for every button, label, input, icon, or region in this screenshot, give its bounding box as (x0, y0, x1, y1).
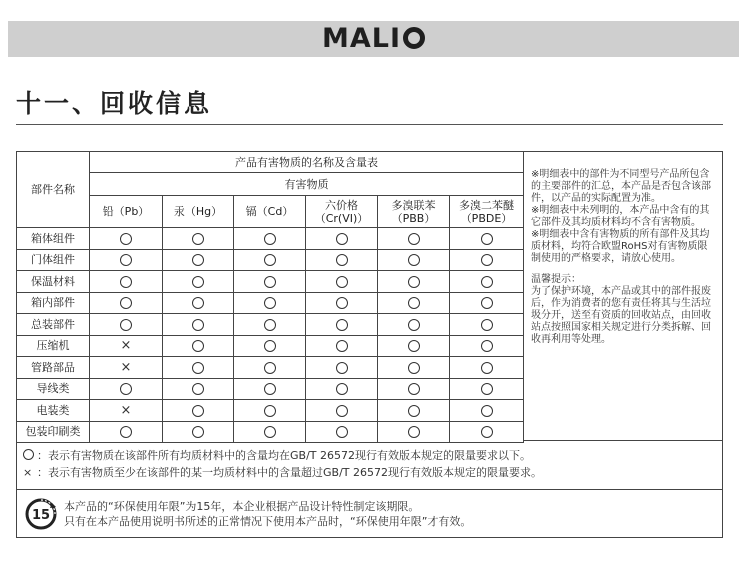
circle-mark-icon (481, 383, 493, 395)
circle-mark-icon (192, 254, 204, 266)
circle-mark-icon (408, 383, 420, 395)
part-name-cell: 箱体组件 (17, 228, 90, 250)
circle-mark-icon (336, 426, 348, 438)
circle-mark-icon (120, 426, 132, 438)
substance-mark-cell (234, 228, 306, 250)
circle-mark-icon (192, 362, 204, 374)
substance-mark-cell (378, 421, 450, 443)
table-row (17, 378, 524, 400)
circle-mark-icon (336, 319, 348, 331)
substance-mark-cell (450, 357, 524, 379)
circle-mark-icon (192, 233, 204, 245)
legend (16, 441, 723, 490)
substance-mark-cell (450, 292, 524, 314)
substance-mark-cell (450, 400, 524, 422)
substance-mark-cell (90, 400, 163, 422)
substance-mark-cell (163, 292, 234, 314)
circle-mark-icon (264, 340, 276, 352)
circle-mark-icon (120, 383, 132, 395)
epup-text (64, 499, 471, 529)
environmental-period-section (16, 490, 723, 538)
column-header-line: 汞（Hg） (173, 205, 223, 218)
table-row (17, 249, 524, 271)
substance-mark-cell (90, 335, 163, 357)
table-row (17, 421, 524, 443)
note-item: ※明细表中含有害物质的所有部件及其均质材料，均符合欧盟RoHS对有害物质限制使用的严格要求，请放心使用。 (531, 229, 710, 264)
substance-column-header (450, 196, 524, 228)
circle-mark-icon (192, 383, 204, 395)
circle-mark-icon (264, 319, 276, 331)
epup-line-1: 本产品的“环保使用年限”为15年，本企业根据产品设计特性制定该期限。 (64, 500, 420, 513)
part-name-cell: 电装类 (17, 400, 90, 422)
legend-circle-sep: ： (37, 449, 48, 462)
circle-mark-icon (408, 276, 420, 288)
notes-panel (523, 151, 723, 441)
circle-mark-icon (408, 319, 420, 331)
part-name-cell: 保温材料 (17, 271, 90, 293)
circle-mark-icon (192, 297, 204, 309)
circle-mark-icon (336, 254, 348, 266)
circle-mark-icon (408, 426, 420, 438)
column-header-line: （PBDE） (460, 211, 513, 225)
substance-mark-cell (378, 378, 450, 400)
substance-mark-cell (90, 292, 163, 314)
substance-mark-cell (163, 228, 234, 250)
substance-mark-cell (378, 314, 450, 336)
circle-mark-icon (336, 383, 348, 395)
cross-mark-icon: × (120, 338, 132, 354)
substance-mark-cell (306, 228, 378, 250)
table-body (17, 228, 524, 443)
substance-mark-cell (234, 400, 306, 422)
substance-column-header (234, 196, 306, 228)
hazard-substance-table (16, 151, 524, 443)
column-header-line: 铅（Pb） (102, 205, 150, 218)
cross-mark-icon: × (23, 466, 33, 479)
substance-mark-cell (234, 357, 306, 379)
substance-mark-cell (450, 228, 524, 250)
circle-mark-icon (481, 405, 493, 417)
substance-mark-cell (234, 335, 306, 357)
part-name-cell: 包装印刷类 (17, 421, 90, 443)
substance-mark-cell (378, 400, 450, 422)
substance-mark-cell (163, 400, 234, 422)
substance-mark-cell (378, 271, 450, 293)
circle-mark-icon (264, 297, 276, 309)
substance-mark-cell (378, 357, 450, 379)
circle-mark-icon (120, 319, 132, 331)
substance-mark-cell (90, 378, 163, 400)
substance-mark-cell (234, 314, 306, 336)
circle-mark-icon (481, 276, 493, 288)
substance-mark-cell (163, 357, 234, 379)
tip-body: 为了保护环境，本产品或其中的部件报废后，作为消费者的您有责任将其与生活垃圾分开，送至有资质的回收站点，由回收站点按照国家相关规定进行分类拆解、回收再利用等处理。 (531, 286, 711, 345)
substance-mark-cell (90, 314, 163, 336)
circle-mark-icon (408, 405, 420, 417)
table-row (17, 271, 524, 293)
substance-mark-cell (450, 335, 524, 357)
part-name-cell: 总装部件 (17, 314, 90, 336)
substance-mark-cell (234, 292, 306, 314)
circle-mark-icon (481, 319, 493, 331)
circle-mark-icon (23, 449, 34, 460)
circle-mark-icon (120, 276, 132, 288)
part-name-cell: 门体组件 (17, 249, 90, 271)
substance-column-headers (17, 196, 524, 228)
part-name-cell: 箱内部件 (17, 292, 90, 314)
substance-mark-cell (306, 357, 378, 379)
substance-mark-cell (163, 335, 234, 357)
epup-15-badge-icon (25, 498, 57, 530)
header-band (8, 21, 739, 57)
legend-circle-text: 表示有害物质在该部件所有均质材料中的含量均在GB/T 26572现行有效版本规定的限量要求以下。 (48, 449, 531, 462)
table-row (17, 400, 524, 422)
substance-mark-cell (90, 249, 163, 271)
tip-title: 温馨提示： (531, 274, 581, 285)
column-header-line: 镉（Cd） (245, 205, 294, 218)
substance-column-header (378, 196, 450, 228)
column-header-line: 多溴联苯 (391, 198, 436, 212)
circle-mark-icon (264, 233, 276, 245)
substance-mark-cell (90, 271, 163, 293)
circle-mark-icon (336, 297, 348, 309)
column-header-line: （Cr(VI)） (314, 211, 369, 225)
substance-mark-cell (163, 378, 234, 400)
substance-group-header: 有害物质 (90, 173, 524, 196)
circle-mark-icon (481, 233, 493, 245)
badge-number: 15 (31, 508, 51, 523)
circle-mark-icon (481, 340, 493, 352)
substance-mark-cell (234, 249, 306, 271)
substance-mark-cell (306, 314, 378, 336)
substance-mark-cell (90, 228, 163, 250)
substance-mark-cell (90, 421, 163, 443)
part-name-cell: 压缩机 (17, 335, 90, 357)
column-header-line: 多溴二苯醚 (459, 198, 514, 212)
note-item: ※明细表中未列明的，本产品中含有的其它部件及其均质材料均不含有害物质。 (531, 205, 710, 228)
substance-mark-cell (306, 335, 378, 357)
substance-mark-cell (450, 421, 524, 443)
circle-mark-icon (481, 254, 493, 266)
substance-mark-cell (378, 335, 450, 357)
legend-circle-line (23, 447, 722, 464)
substance-mark-cell (450, 314, 524, 336)
circle-mark-icon (120, 233, 132, 245)
substance-mark-cell (163, 314, 234, 336)
circle-mark-icon (408, 233, 420, 245)
substance-mark-cell (234, 378, 306, 400)
substance-mark-cell (306, 292, 378, 314)
cross-mark-icon: × (120, 402, 132, 418)
circle-mark-icon (408, 297, 420, 309)
circle-mark-icon (192, 319, 204, 331)
substance-mark-cell (306, 249, 378, 271)
substance-mark-cell (378, 292, 450, 314)
circle-mark-icon (481, 362, 493, 374)
circle-mark-icon (408, 340, 420, 352)
circle-mark-icon (192, 405, 204, 417)
circle-mark-icon (264, 362, 276, 374)
substance-mark-cell (163, 249, 234, 271)
epup-line-2: 只有在本产品使用说明书所述的正常情况下使用本产品时，“环保使用年限”才有效。 (64, 515, 472, 528)
circle-mark-icon (264, 276, 276, 288)
title-divider (16, 124, 723, 125)
circle-mark-icon (120, 254, 132, 266)
circle-mark-icon (336, 340, 348, 352)
circle-mark-icon (192, 340, 204, 352)
substance-mark-cell (306, 421, 378, 443)
brand-name: MALI (321, 23, 401, 54)
substance-mark-cell (378, 249, 450, 271)
part-name-cell: 导线类 (17, 378, 90, 400)
substance-mark-cell (90, 357, 163, 379)
substance-mark-cell (163, 271, 234, 293)
circle-mark-icon (481, 297, 493, 309)
legend-cross-text: 表示有害物质至少在该部件的某一均质材料中的含量超过GB/T 26572现行有效版本规定的限量要求。 (48, 466, 542, 479)
column-header-line: 六价格 (325, 198, 358, 212)
table-row (17, 335, 524, 357)
circle-mark-icon (192, 426, 204, 438)
circle-mark-icon (408, 254, 420, 266)
circle-mark-icon (336, 276, 348, 288)
target-o-icon (403, 27, 425, 49)
note-item: ※明细表中的部件为不同型号产品所包含的主要部件的汇总，本产品是否包含该部件，以产品的实际配置为准。 (531, 169, 711, 204)
table-title: 产品有害物质的名称及含量表 (90, 152, 524, 173)
substance-mark-cell (306, 271, 378, 293)
substance-column-header (306, 196, 378, 228)
substance-mark-cell (234, 421, 306, 443)
circle-mark-icon (120, 297, 132, 309)
part-name-cell: 管路部品 (17, 357, 90, 379)
circle-mark-icon (336, 405, 348, 417)
circle-mark-icon (264, 405, 276, 417)
legend-cross-line (23, 464, 722, 481)
circle-mark-icon (264, 426, 276, 438)
circle-mark-icon (408, 362, 420, 374)
circle-mark-icon (336, 233, 348, 245)
column-header-line: （PBB） (391, 211, 436, 225)
section-title: 十一、回收信息 (16, 89, 213, 118)
substance-mark-cell (378, 228, 450, 250)
table-row (17, 314, 524, 336)
substance-mark-cell (450, 271, 524, 293)
substance-column-header (90, 196, 163, 228)
part-name-header: 部件名称 (17, 152, 90, 228)
substance-column-header (163, 196, 234, 228)
table-row (17, 292, 524, 314)
circle-mark-icon (264, 254, 276, 266)
substance-mark-cell (163, 421, 234, 443)
substance-mark-cell (306, 378, 378, 400)
circle-mark-icon (336, 362, 348, 374)
cross-mark-icon: × (120, 359, 132, 375)
legend-cross-sep: ： (37, 466, 48, 479)
substance-mark-cell (234, 271, 306, 293)
substance-mark-cell (306, 400, 378, 422)
substance-mark-cell (450, 378, 524, 400)
table-row (17, 228, 524, 250)
brand-logo (8, 23, 739, 54)
substance-mark-cell (450, 249, 524, 271)
circle-mark-icon (481, 426, 493, 438)
circle-mark-icon (192, 276, 204, 288)
table-row (17, 357, 524, 379)
circle-mark-icon (264, 383, 276, 395)
